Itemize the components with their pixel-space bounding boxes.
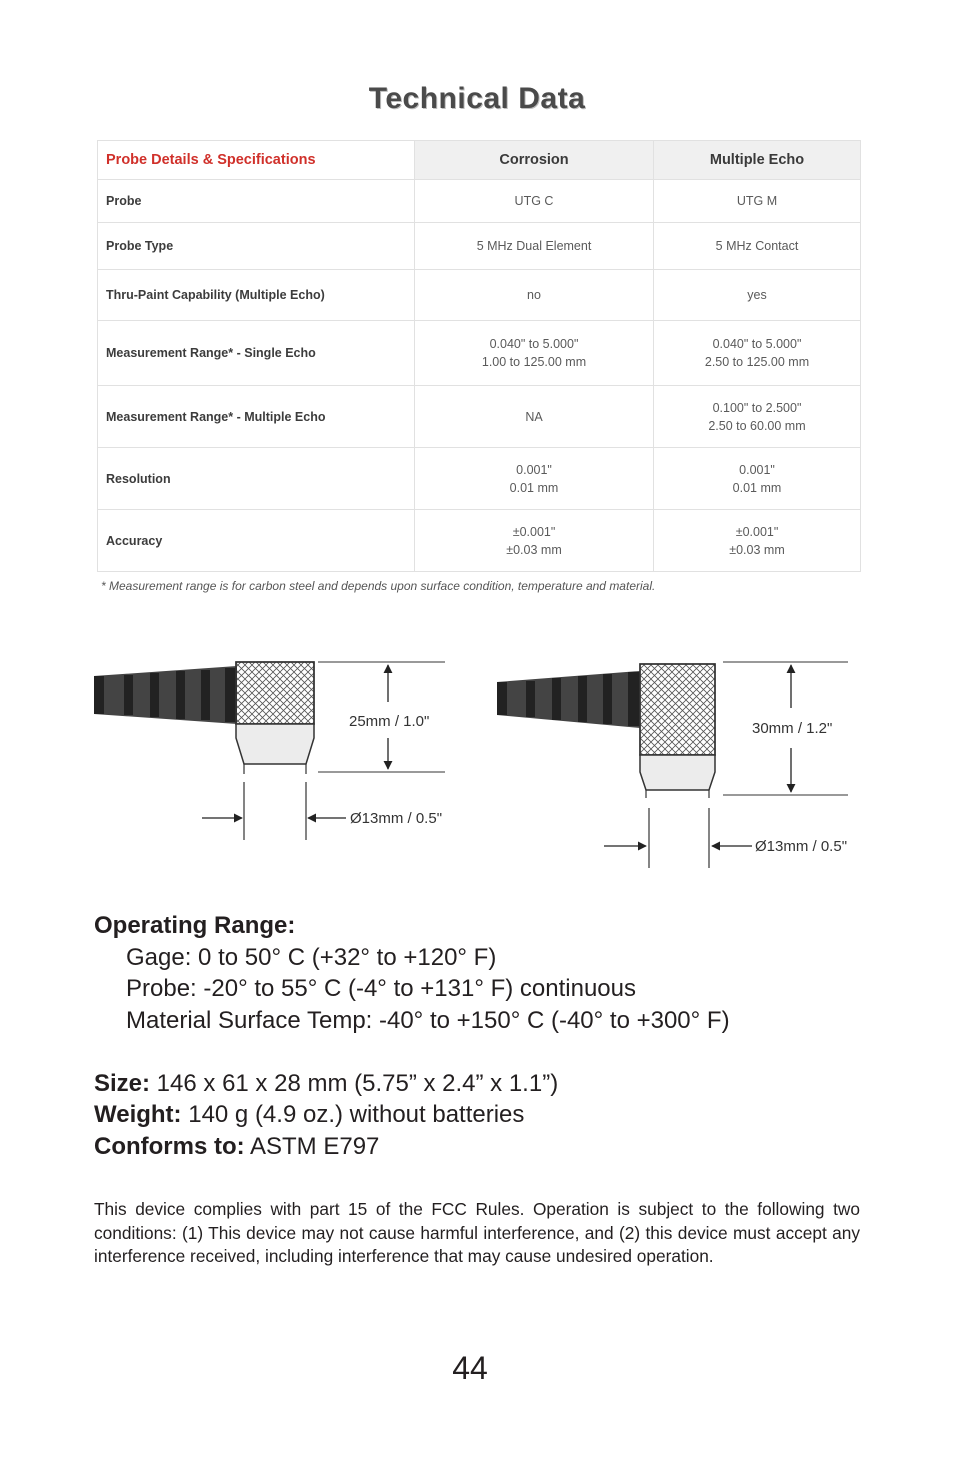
probe-diagram [0,640,954,880]
probe-m-cable [497,671,640,728]
cell-line: 1.00 to 125.00 mm [481,355,587,369]
table-row-label: Measurement Range* - Single Echo [98,321,415,386]
cell-line: 2.50 to 60.00 mm [708,418,806,433]
table-row [98,180,861,223]
cell-line: 5 MHz Dual Element [476,239,592,253]
operating-range-surface: Material Surface Temp: -40° to +150° C (-40° to +300° F) [126,1007,730,1034]
cell-line: 0.100" to 2.500" [712,400,802,415]
table-cell-corrosion [415,180,654,223]
table-row [98,386,861,448]
conforms-value: ASTM E797 [244,1133,380,1160]
table-row [98,510,861,572]
table-row [98,270,861,321]
table-cell-multiple-echo [654,180,861,223]
table-cell-corrosion [415,321,654,386]
table-cell-multiple-echo [654,270,861,321]
size-spec [94,1070,558,1098]
operating-range-heading: Operating Range: [94,912,296,939]
table-footnote: * Measurement range is for carbon steel and depends upon surface condition, temperature and material. [101,579,656,593]
cell-line: UTG M [736,194,778,208]
cell-line: UTG C [514,194,554,208]
cell-line: yes [747,288,767,302]
probe-m-height-label: 30mm / 1.2" [752,720,833,737]
table-cell-corrosion [415,510,654,572]
probe-m-diameter-label: Ø13mm / 0.5" [755,838,848,855]
probe-c-cable [94,666,237,724]
table-header-multiple-echo: Multiple Echo [654,141,861,180]
table-cell-corrosion [415,223,654,270]
probe-m-knurled-body [640,664,715,755]
table-cell-corrosion [415,386,654,448]
page-number: 44 [452,1350,488,1386]
cell-line: no [527,288,541,302]
operating-range-probe: Probe: -20° to 55° C (-4° to +131° F) continuous [126,975,636,1002]
table-cell-corrosion [415,448,654,510]
probe-c-height-label: 25mm / 1.0" [349,713,430,730]
spec-table [97,140,861,572]
table-cell-multiple-echo [654,510,861,572]
fcc-notice: This device complies with part 15 of the FCC Rules. Operation is subject to the following two conditions: (1) This device may not cause harmful interference, and (2) this device must accept any interference received, including interference that may cause undesired operation. [94,1199,860,1267]
weight-label: Weight: [94,1101,182,1128]
probe-c-knurled-body [236,662,314,724]
table-row [98,223,861,270]
probe-c-tip [236,724,314,764]
table-row-label: Accuracy [98,510,415,572]
table-cell-corrosion [415,270,654,321]
cell-line: 0.001" [516,462,552,477]
table-row-label: Thru-Paint Capability (Multiple Echo) [98,270,415,321]
table-row-label: Measurement Range* - Multiple Echo [98,386,415,448]
cell-line: ±0.001" [735,524,779,539]
cell-line: ±0.03 mm [729,542,785,557]
weight-value: 140 g (4.9 oz.) without batteries [181,1101,525,1128]
cell-line: 0.040" to 5.000" [712,337,802,351]
probe-m-tip [640,755,715,790]
page-title: Technical Data [368,82,586,115]
cell-line: 0.040" to 5.000" [489,337,579,351]
table-cell-multiple-echo [654,321,861,386]
table-header-specs: Probe Details & Specifications [98,141,415,180]
table-row [98,321,861,386]
table-cell-multiple-echo [654,223,861,270]
size-value: 146 x 61 x 28 mm (5.75” x 2.4” x 1.1”) [150,1070,559,1097]
cell-line: ±0.03 mm [506,542,562,557]
cell-line: 0.01 mm [732,480,782,495]
cell-line: 0.001" [739,462,775,477]
operating-range-gage: Gage: 0 to 50° C (+32° to +120° F) [126,944,497,971]
conforms-label: Conforms to: [94,1133,245,1160]
conforms-spec [94,1133,379,1161]
table-row [98,448,861,510]
cell-line: 5 MHz Contact [715,239,799,253]
cell-line: 2.50 to 125.00 mm [704,355,810,369]
probe-c-drawing [94,662,445,840]
table-cell-multiple-echo [654,448,861,510]
table-row-label: Probe Type [98,223,415,270]
cell-line: ±0.001" [512,524,556,539]
probe-c-diameter-label: Ø13mm / 0.5" [350,810,443,827]
table-row-label: Resolution [98,448,415,510]
probe-m-drawing [497,662,848,868]
table-cell-multiple-echo [654,386,861,448]
table-row-label: Probe [98,180,415,223]
table-header-corrosion: Corrosion [415,141,654,180]
cell-line: 0.01 mm [509,480,559,495]
weight-spec [94,1101,524,1129]
table-header-row [98,141,861,180]
size-label: Size: [94,1070,151,1097]
cell-line: NA [525,409,543,424]
